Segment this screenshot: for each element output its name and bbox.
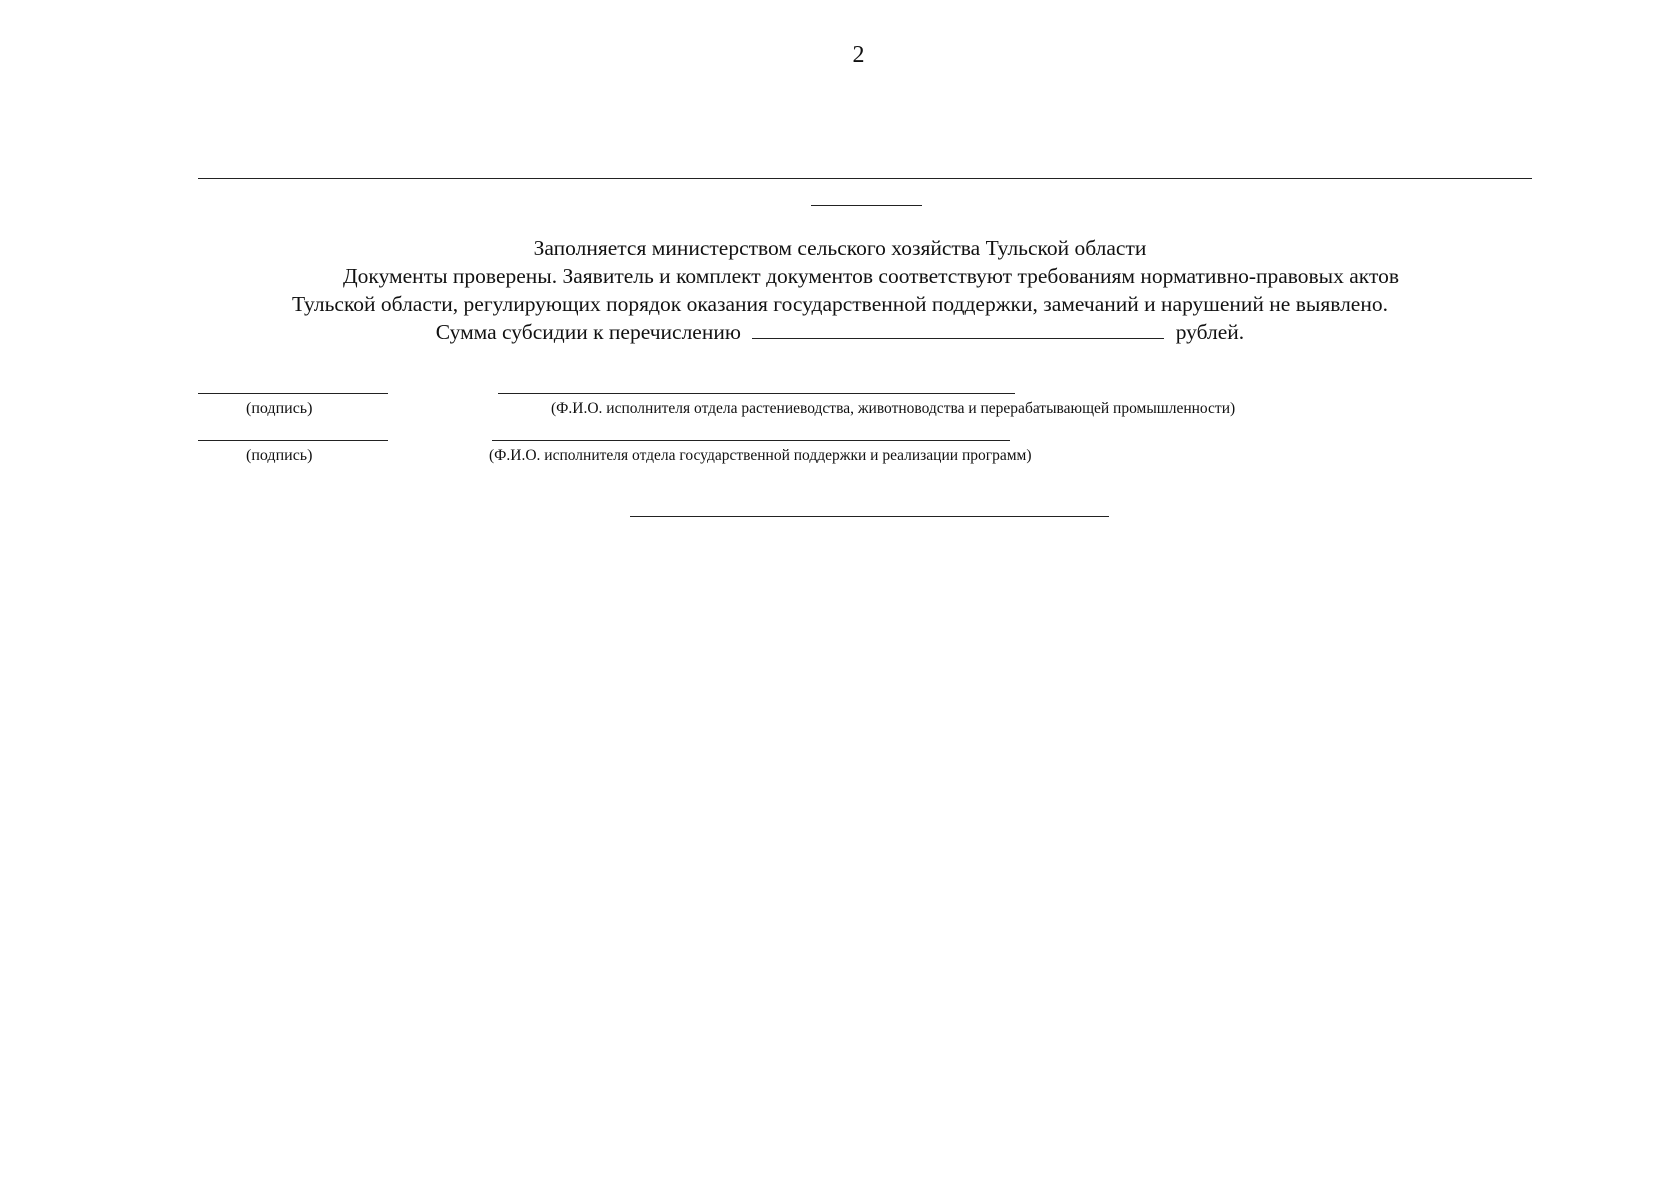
fio-line-2 xyxy=(492,440,1010,441)
fio-label-1: (Ф.И.О. исполнителя отдела растениеводства, животноводства и перерабатывающей промышленности) xyxy=(551,400,1236,417)
ministry-line-2: Тульской области, регулирующих порядок оказания государственной поддержки, замечаний и нарушений не выявлено. xyxy=(292,292,1388,316)
signature-label-1: (подпись) xyxy=(246,400,313,417)
bottom-divider xyxy=(630,516,1109,517)
subsidy-amount-field[interactable] xyxy=(752,320,1164,339)
subsidy-amount-suffix: рублей. xyxy=(1175,320,1245,344)
subsidy-amount-line xyxy=(160,318,1520,346)
page-number: 2 xyxy=(852,42,865,68)
signature-label-2: (подпись) xyxy=(246,447,313,464)
fio-line-1 xyxy=(498,393,1015,394)
short-divider xyxy=(811,205,922,206)
subsidy-amount-prefix: Сумма субсидии к перечислению xyxy=(435,320,741,344)
top-divider xyxy=(198,178,1532,179)
ministry-block xyxy=(160,234,1520,346)
signature-line-1 xyxy=(198,393,388,394)
signature-line-2 xyxy=(198,440,388,441)
ministry-line-1: Документы проверены. Заявитель и комплект документов соответствуют требованиям нормативно-правовых актов xyxy=(343,264,1399,288)
fio-label-2: (Ф.И.О. исполнителя отдела государственной поддержки и реализации программ) xyxy=(489,447,1032,464)
ministry-heading: Заполняется министерством сельского хозяйства Тульской области xyxy=(533,236,1147,260)
